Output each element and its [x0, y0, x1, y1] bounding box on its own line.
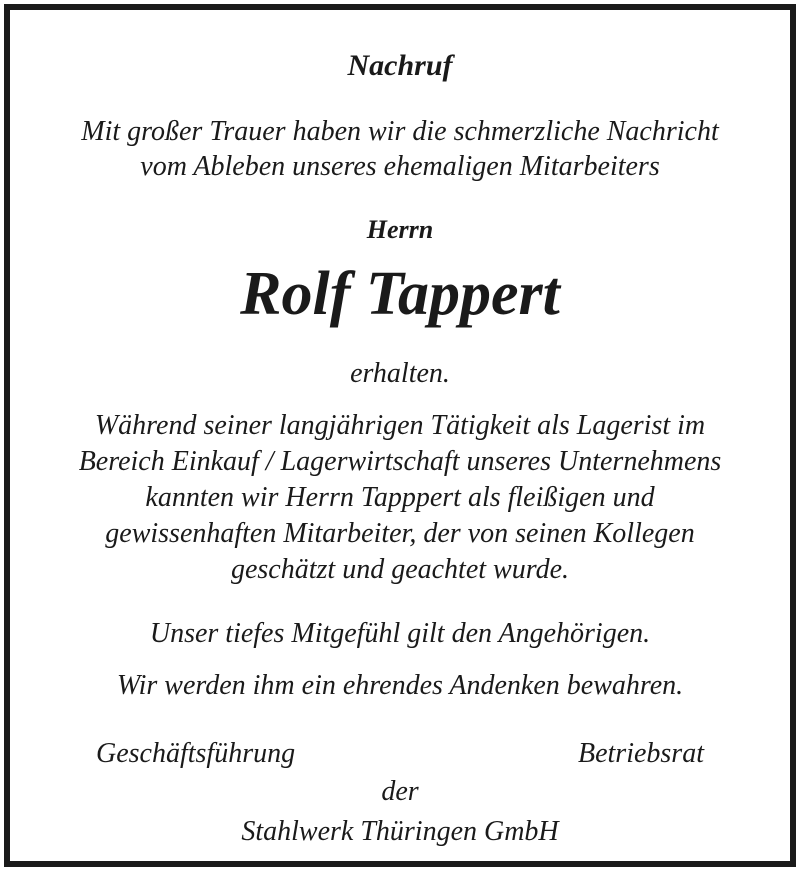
signature-works-council: Betriebsrat — [578, 738, 704, 769]
deceased-name: Rolf Tappert — [240, 260, 560, 328]
obituary-frame — [4, 4, 796, 867]
received-text: erhalten. — [350, 358, 450, 389]
tribute-line: kannten wir Herrn Tapppert als fleißigen und — [145, 482, 655, 513]
salutation: Herrn — [366, 215, 434, 244]
tribute-line: Während seiner langjährigen Tätigkeit als Lagerist im — [94, 410, 706, 441]
intro-line: vom Ableben unseres ehemaligen Mitarbeiters — [140, 151, 660, 182]
sympathy-text: Unser tiefes Mitgefühl gilt den Angehörigen. — [149, 618, 651, 649]
tribute-line: Bereich Einkauf / Lagerwirtschaft unseres Unternehmens — [78, 446, 722, 477]
tribute-line: gewissenhaften Mitarbeiter, der von seinen Kollegen — [105, 518, 695, 549]
intro-text — [20, 114, 780, 184]
obituary-content — [20, 10, 780, 861]
intro-line: Mit großer Trauer haben wir die schmerzliche Nachricht — [81, 116, 719, 147]
tribute-line: geschätzt und geachtet wurde. — [230, 554, 569, 585]
signature-management: Geschäftsführung — [96, 738, 296, 769]
company-name: Stahlwerk Thüringen GmbH — [241, 816, 559, 847]
memory-text: Wir werden ihm ein ehrendes Andenken bewahren. — [116, 670, 684, 701]
signature-connector: der — [381, 776, 419, 807]
tribute-text — [20, 408, 780, 588]
obituary-title: Nachruf — [347, 49, 453, 82]
